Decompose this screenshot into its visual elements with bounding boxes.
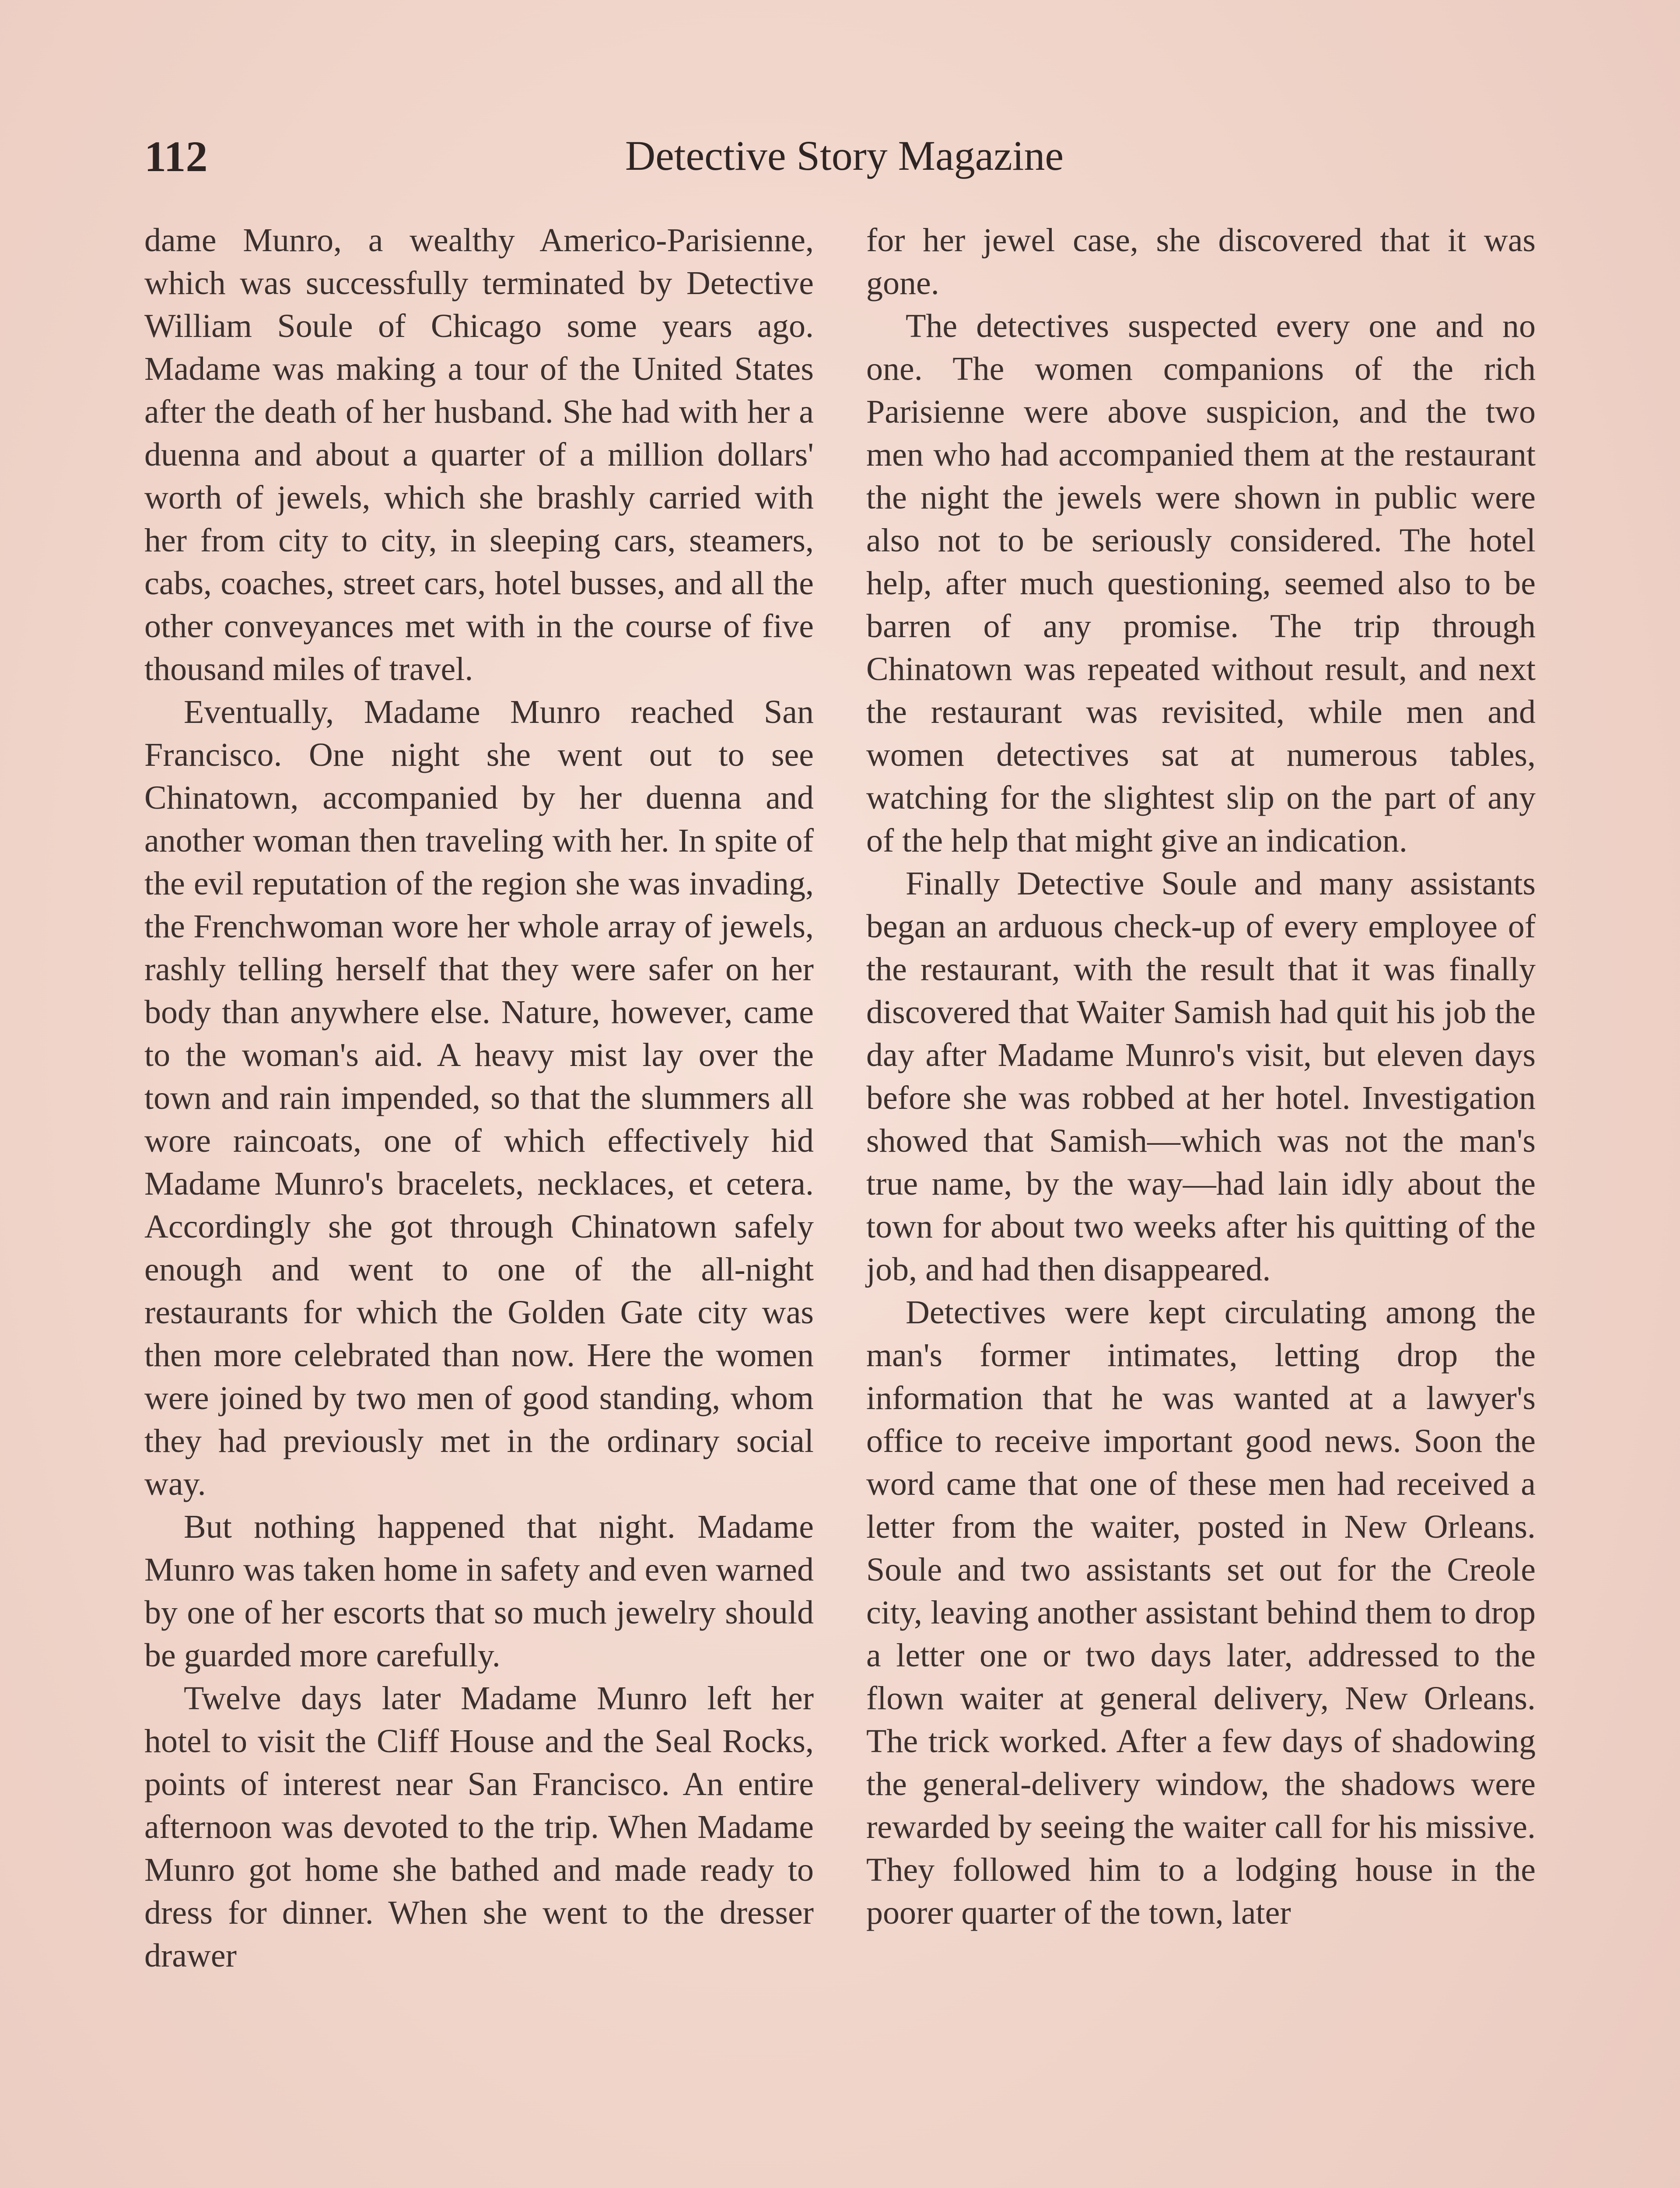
- running-title: Detective Story Magazine: [625, 132, 1064, 179]
- paragraph: Finally Detective Soule and many assistants began an arduous check-up of every employee of the restaurant, with the result that it was finally discovered that Waiter Samish had quit his job the day after Madame Munro's visit, but eleven days before she was robbed at her hotel. Investigation showed that Samish—which was not the man's true name, by the way—had lain idly about the town for about two weeks after his quitting of the job, and had then disappeared.: [866, 865, 1536, 1288]
- paragraph: Detectives were kept circulating among the man's former intimates, letting drop the information that he was wanted at a lawyer's office to receive important good news. Soon the word came that one of these men had received a letter from the waiter, posted in New Orleans. Soule and two assistants set out for the Creole city, leaving another assistant behind them to drop a letter one or two days later, addressed to the flown waiter at general delivery, New Orleans. The trick worked. After a few days of shadowing the general-delivery window, the shadows were rewarded by seeing the waiter call for his missive. They followed him to a lodging house in the poorer quarter of the town, later: [866, 1294, 1536, 1931]
- paragraph: Eventually, Madame Munro reached San Francisco. One night she went out to see Chinatown, accompanied by her duenna and another woman then traveling with her. In spite of the evil reputation of the region she was invading, the Frenchwoman wore her whole array of jewels, rashly telling herself that they were safer on her body than anywhere else. Nature, however, came to the woman's aid. A heavy mist lay over the town and rain impended, so that the slummers all wore raincoats, one of which effectively hid Madame Munro's bracelets, necklaces, et cetera. Accordingly she got through Chinatown safely enough and went to one of the all-night restaurants for which the Golden Gate city was then more celebrated than now. Here the women were joined by two men of good standing, whom they had previously met in the ordinary social way.: [144, 694, 814, 1502]
- left-column: [144, 219, 814, 1977]
- paragraph: dame Munro, a wealthy Americo-Parisienne, which was successfully terminated by Detective William Soule of Chicago some years ago. Madame was making a tour of the United States after the death of her husband. She had with her a duenna and about a quarter of a million dollars' worth of jewels, which she brashly carried with her from city to city, in sleeping cars, steamers, cabs, coaches, street cars, hotel busses, and all the other conveyances met with in the course of five thousand miles of travel.: [144, 222, 814, 687]
- page-number: 112: [144, 132, 208, 181]
- paragraph: The detectives suspected every one and no one. The women companions of the rich Parisienne were above suspicion, and the two men who had accompanied them at the restaurant the night the jewels were shown in public were also not to be seriously considered. The hotel help, after much questioning, seemed also to be barren of any promise. The trip through Chinatown was repeated without result, and next the restaurant was revisited, while men and women detectives sat at numerous tables, watching for the slightest slip on the part of any of the help that might give an indication.: [866, 308, 1536, 859]
- right-column: [866, 219, 1536, 1934]
- paragraph: But nothing happened that night. Madame Munro was taken home in safety and even warned by one of her escorts that so much jewelry should be guarded more carefully.: [144, 1508, 814, 1674]
- page-header: [144, 131, 1544, 188]
- paragraph: for her jewel case, she discovered that it was gone.: [866, 222, 1536, 302]
- paragraph: Twelve days later Madame Munro left her hotel to visit the Cliff House and the Seal Rocks, points of interest near San Francisco. An entire afternoon was devoted to the trip. When Madame Munro got home she bathed and made ready to dress for dinner. When she went to the dresser drawer: [144, 1680, 814, 1974]
